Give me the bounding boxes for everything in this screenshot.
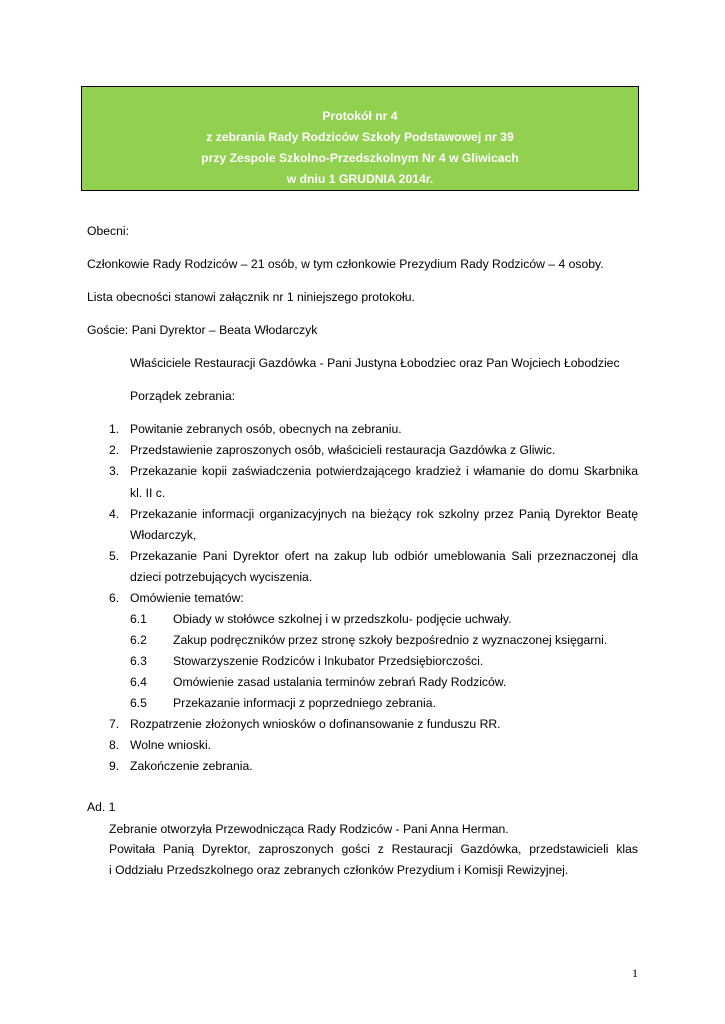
agenda-item: Omówienie tematów: — [130, 591, 244, 605]
subitem-number: 6.1 — [130, 612, 147, 626]
agenda-number: 8. — [109, 738, 120, 752]
agenda-title: Porządek zebrania: — [130, 389, 236, 403]
agenda-item-continuation: dzieci potrzebujących wyciszenia. — [130, 570, 313, 584]
ad1-paragraph-1: Zebranie otworzyła Przewodnicząca Rady Rodziców - Pani Anna Herman. — [109, 822, 509, 836]
agenda-item: Przekazanie Pani Dyrektor ofert na zakup lub odbiór umeblowania Sali przeznaczonej dla — [130, 549, 638, 563]
subitem: Przekazanie informacji z poprzedniego zebrania. — [173, 696, 436, 710]
guests-line: Goście: Pani Dyrektor – Beata Włodarczyk — [87, 323, 318, 337]
agenda-item: Rozpatrzenie złożonych wniosków o dofinansowanie z funduszu RR. — [130, 717, 501, 731]
agenda-item: Przedstawienie zaproszonych osób, właścicieli restauracja Gazdówka z Gliwic. — [130, 443, 556, 457]
subitem: Obiady w stołówce szkolnej i w przedszkolu- podjęcie uchwały. — [173, 612, 512, 626]
agenda-number: 7. — [109, 717, 120, 731]
agenda-number: 6. — [109, 591, 120, 605]
agenda-item-continuation: Włodarczyk, — [130, 528, 197, 542]
agenda-item: Zakończenie zebrania. — [130, 759, 253, 773]
agenda-number: 4. — [109, 507, 120, 521]
header-line-3: przy Zespole Szkolno-Przedszkolnym Nr 4 w Gliwicach — [201, 151, 519, 165]
agenda-number: 2. — [109, 443, 120, 457]
ad1-paragraph-2-line-1: Powitała Panią Dyrektor, zaproszonych gości z Restauracji Gazdówka, przedstawicieli klas — [109, 842, 638, 856]
subitem: Omówienie zasad ustalania terminów zebrań Rady Rodziców. — [173, 675, 507, 689]
page-number: 1 — [632, 966, 638, 980]
attendance-line: Lista obecności stanowi załącznik nr 1 niniejszego protokołu. — [87, 290, 415, 304]
agenda-item: Wolne wnioski. — [130, 738, 212, 752]
subitem-number: 6.5 — [130, 696, 147, 710]
agenda-item-continuation: kl. II c. — [130, 486, 166, 500]
present-label: Obecni: — [87, 224, 130, 238]
header-box — [81, 86, 639, 191]
agenda-number: 1. — [109, 422, 120, 436]
subitem-number: 6.4 — [130, 675, 147, 689]
agenda-item: Przekazanie kopii zaświadczenia potwierdzającego kradzież i włamanie do domu Skarbnika — [130, 464, 638, 478]
subitem: Zakup podręczników przez stronę szkoły bezpośrednio z wyznaczonej księgarni. — [173, 633, 608, 647]
agenda-number: 3. — [109, 464, 120, 478]
subitem-number: 6.2 — [130, 633, 147, 647]
agenda-number: 5. — [109, 549, 120, 563]
agenda-number: 9. — [109, 759, 120, 773]
ad1-heading: Ad. 1 — [87, 800, 116, 814]
header-line-4: w dniu 1 GRUDNIA 2014r. — [286, 172, 434, 186]
subitem: Stowarzyszenie Rodziców i Inkubator Przedsiębiorczości. — [173, 654, 484, 668]
ad1-paragraph-2-line-2: i Oddziału Przedszkolnego oraz zebranych członków Prezydium i Komisji Rewizyjnej. — [109, 863, 569, 877]
subitem-number: 6.3 — [130, 654, 147, 668]
members-line: Członkowie Rady Rodziców – 21 osób, w tym członkowie Prezydium Rady Rodziców – 4 osoby. — [87, 257, 604, 271]
owners-line: Właściciele Restauracji Gazdówka - Pani Justyna Łobodziec oraz Pan Wojciech Łobodziec — [130, 356, 620, 370]
header-line-1: Protokół nr 4 — [322, 109, 398, 123]
agenda-item: Powitanie zebranych osób, obecnych na zebraniu. — [130, 422, 402, 436]
header-line-2: z zebrania Rady Rodziców Szkoły Podstawowej nr 39 — [206, 130, 514, 144]
agenda-item: Przekazanie informacji organizacyjnych na bieżący rok szkolny przez Panią Dyrektor Beatę — [130, 507, 638, 521]
